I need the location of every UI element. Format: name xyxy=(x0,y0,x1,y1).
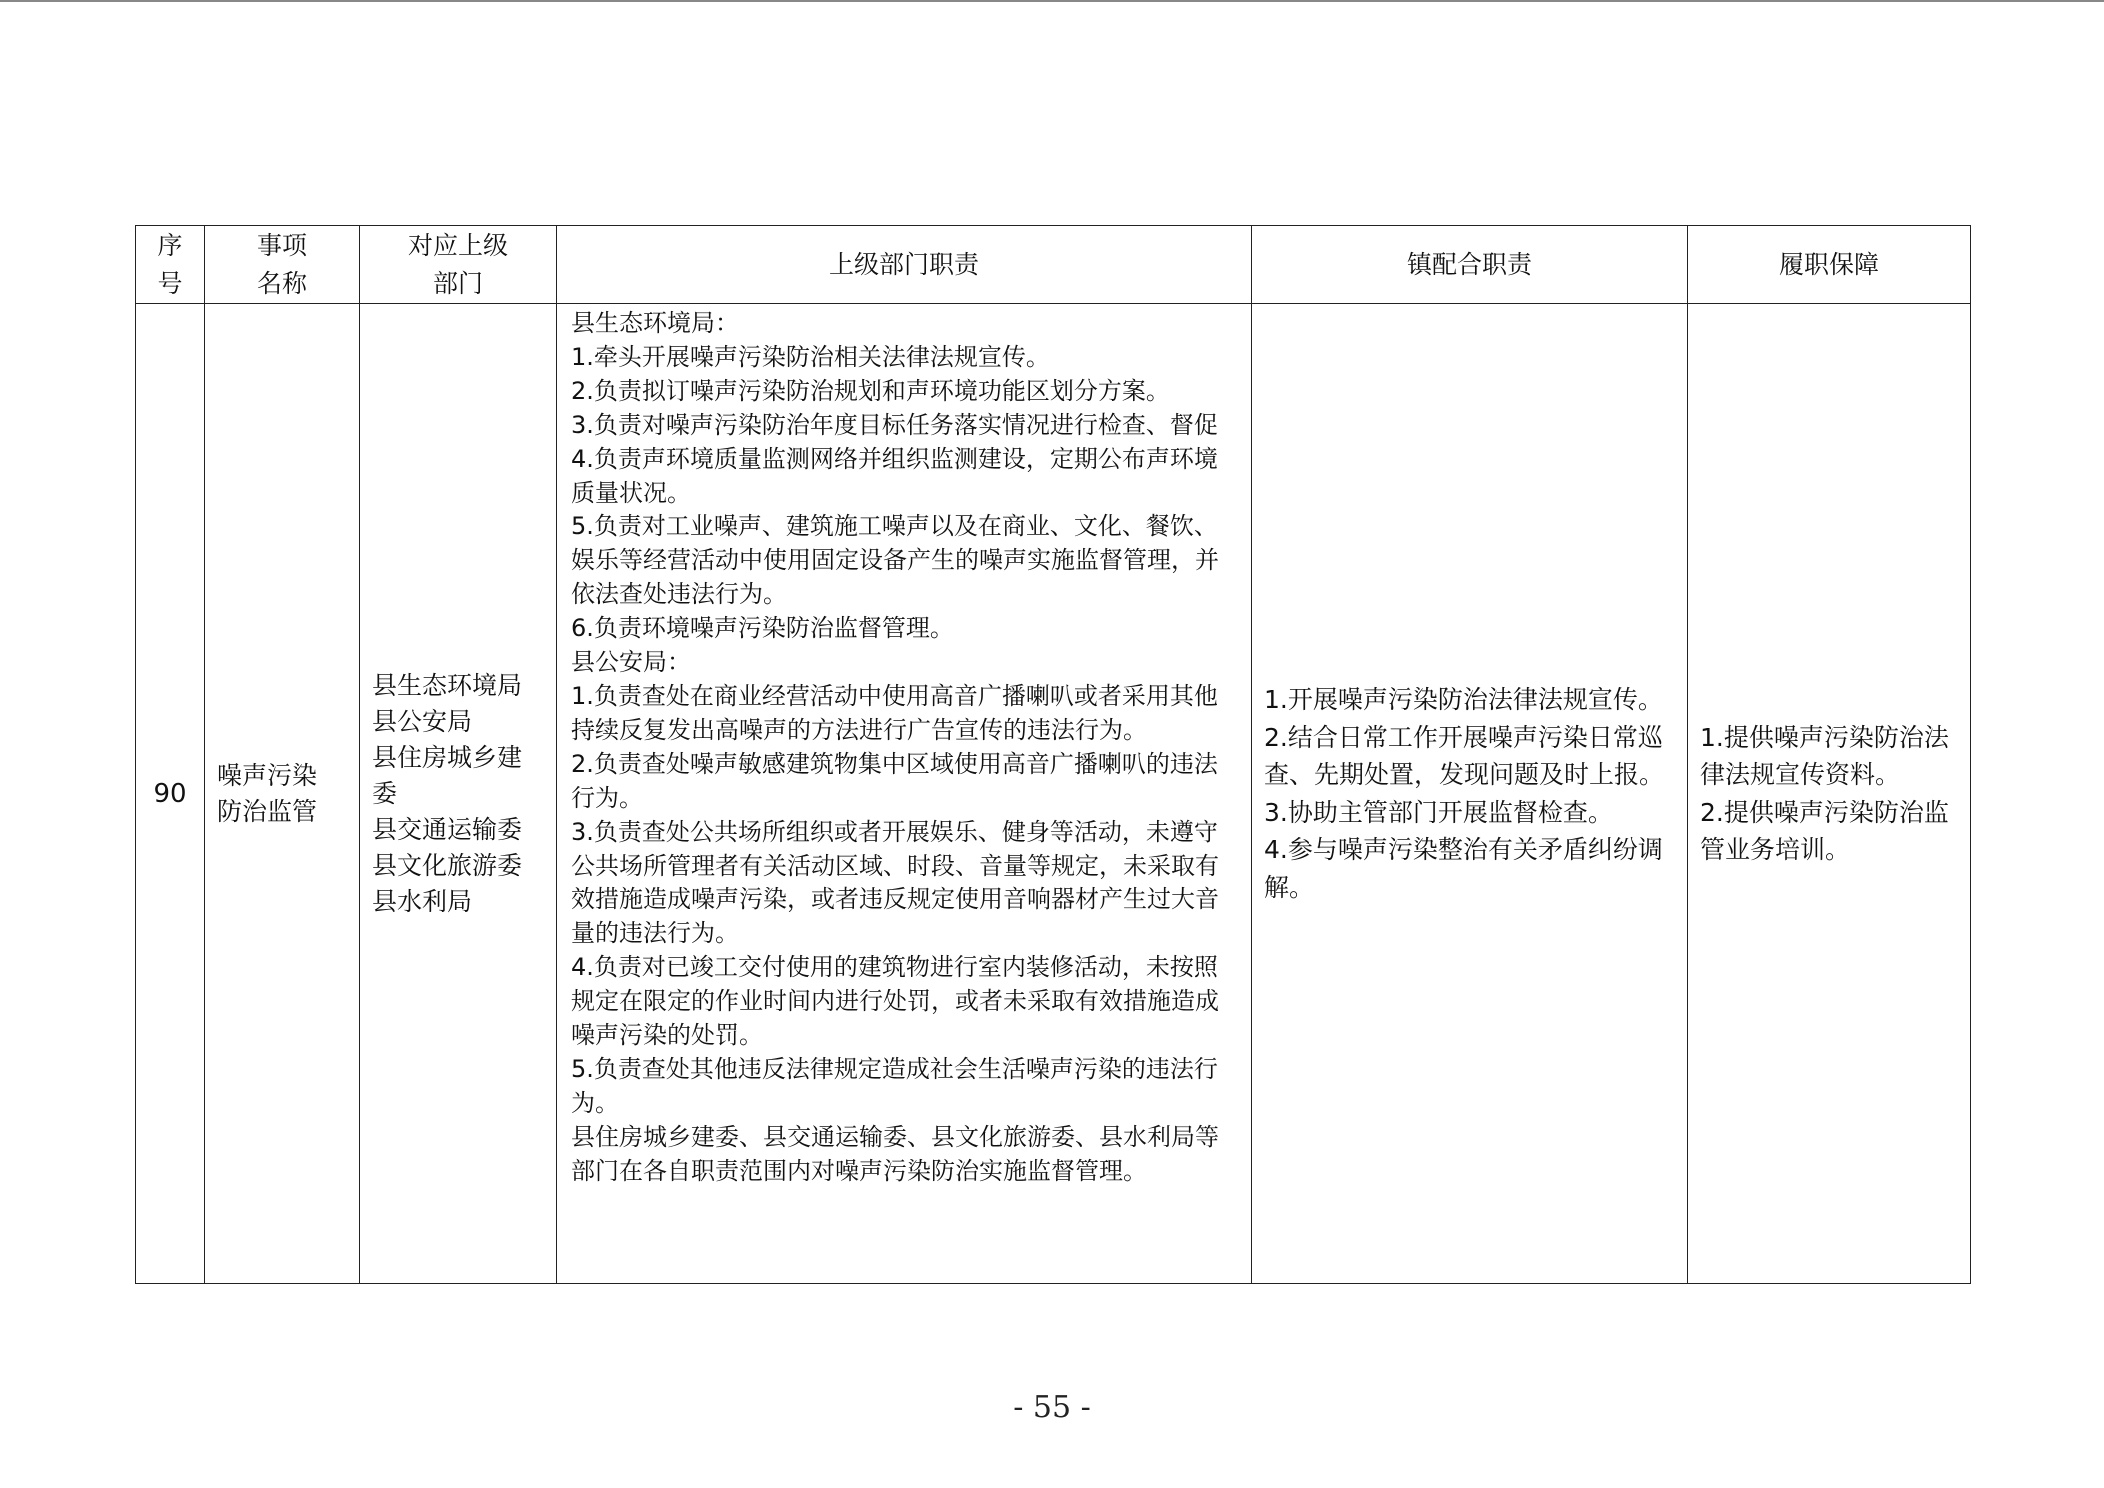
duty-item: 1.负责查处在商业经营活动中使用高音广播喇叭或者采用其他持续反复发出高噪声的方法进行广告宣传的违法行为。 xyxy=(571,681,1218,744)
header-guarantee: 履职保障 xyxy=(1688,226,1971,304)
duty-item: 2.负责拟订噪声污染防治规划和声环境功能区划分方案。 xyxy=(571,376,1170,405)
dept-line: 县文化旅游委 xyxy=(372,850,523,880)
duty-item: 3.负责查处公共场所组织或者开展娱乐、健身等活动，未遵守公共场所管理者有关活动区域、时段、音量等规定，未采取有效措施造成噪声污染，或者违反规定使用音响器材产生过大音量的违法行为。 xyxy=(571,817,1219,948)
duty-item: 4.负责声环境质量监测网络并组织监测建设，定期公布声环境质量状况。 xyxy=(571,444,1218,507)
town-item: 4.参与噪声污染整治有关矛盾纠纷调解。 xyxy=(1264,835,1663,902)
guarantee-item: 1.提供噪声污染防治法律法规宣传资料。 xyxy=(1700,722,1949,789)
duty-table xyxy=(135,225,1971,1284)
duty-item: 2.负责查处噪声敏感建筑物集中区域使用高音广播喇叭的违法行为。 xyxy=(571,749,1218,812)
section-title: 县生态环境局： xyxy=(571,309,739,337)
town-item: 1.开展噪声污染防治法律法规宣传。 xyxy=(1264,685,1663,714)
town-item: 3.协助主管部门开展监督检查。 xyxy=(1264,797,1613,827)
duty-item: 6.负责环境噪声污染防治监督管理。 xyxy=(571,614,954,643)
guarantee-cell xyxy=(1688,304,1971,1284)
table-row xyxy=(136,304,1971,1284)
town-duty-cell xyxy=(1252,304,1688,1284)
top-border-line xyxy=(0,0,2104,2)
section-title: 县公安局： xyxy=(571,648,691,677)
header-superior-dept: 对应上级 部门 xyxy=(360,226,557,304)
superior-dept-cell xyxy=(360,304,557,1284)
town-item: 2.结合日常工作开展噪声污染日常巡查、先期处置，发现问题及时上报。 xyxy=(1264,722,1665,789)
header-row xyxy=(136,226,1971,304)
row-number: 90 xyxy=(136,304,205,1284)
dept-line: 委 xyxy=(372,778,398,808)
duty-item: 5.负责查处其他违反法律规定造成社会生活噪声污染的违法行为。 xyxy=(571,1054,1218,1117)
item-name-cell: 噪声污染 防治监管 xyxy=(205,304,360,1284)
header-superior-duty: 上级部门职责 xyxy=(557,226,1252,304)
duty-item: 县住房城乡建委、县交通运输委、县文化旅游委、县水利局等部门在各自职责范围内对噪声污染防治实施监督管理。 xyxy=(571,1122,1219,1185)
page-number: - 55 - xyxy=(1013,1390,1091,1425)
guarantee-item: 2.提供噪声污染防治监管业务培训。 xyxy=(1700,797,1949,864)
dept-line: 县公安局 xyxy=(372,706,473,736)
header-num: 序 号 xyxy=(136,226,205,304)
dept-line: 县住房城乡建 xyxy=(372,742,523,772)
superior-duty-cell xyxy=(557,304,1252,1284)
dept-line: 县生态环境局 xyxy=(372,670,523,700)
dept-line: 县水利局 xyxy=(372,886,473,916)
header-item-name: 事项 名称 xyxy=(205,226,360,304)
header-town-duty: 镇配合职责 xyxy=(1252,226,1688,304)
duty-item: 1.牵头开展噪声污染防治相关法律法规宣传。 xyxy=(571,342,1050,371)
dept-line: 县交通运输委 xyxy=(372,814,523,844)
duty-item: 5.负责对工业噪声、建筑施工噪声以及在商业、文化、餐饮、娱乐等经营活动中使用固定设备产生的噪声实施监督管理，并依法查处违法行为。 xyxy=(571,512,1219,609)
duty-item: 3.负责对噪声污染防治年度目标任务落实情况进行检查、督促 xyxy=(571,410,1218,439)
duty-item: 4.负责对已竣工交付使用的建筑物进行室内装修活动，未按照规定在限定的作业时间内进行处罚，或者未采取有效措施造成噪声污染的处罚。 xyxy=(571,953,1219,1050)
